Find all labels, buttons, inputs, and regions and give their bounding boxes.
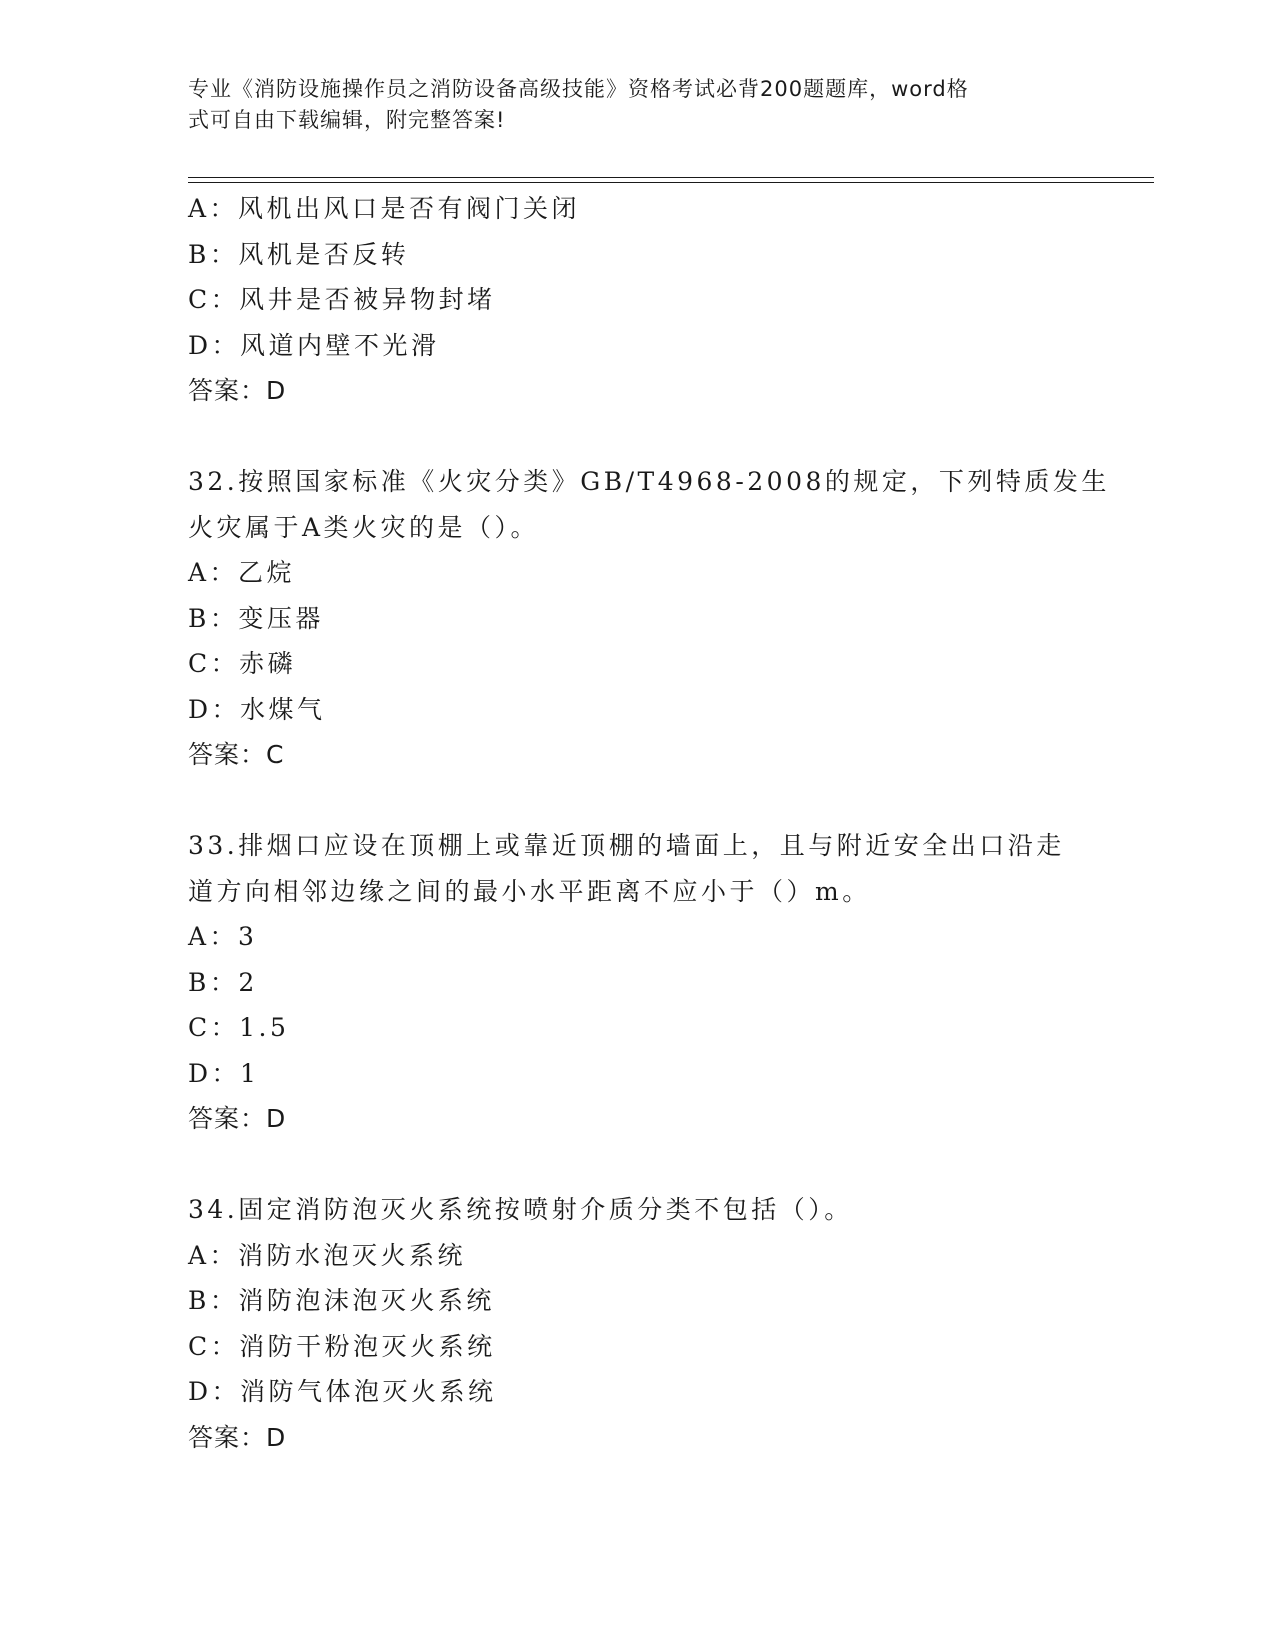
spacer — [188, 1142, 1088, 1188]
question-32 — [188, 459, 1110, 778]
option-d: D：水煤气 — [188, 694, 326, 724]
answer: 答案：C — [188, 740, 285, 769]
header-line-2: 式可自由下载编辑，附完整答案! — [188, 108, 506, 132]
spacer — [188, 778, 1088, 824]
option-a: A：3 — [188, 922, 258, 951]
option-b: B：2 — [188, 967, 258, 997]
answer: 答案：D — [188, 1104, 287, 1133]
option-a: A：风机出风口是否有阀门关闭 — [188, 194, 581, 223]
question-stem-line-1: 34.固定消防泡灭火系统按喷射介质分类不包括（）。 — [188, 1195, 853, 1224]
header-divider-top — [188, 177, 1154, 178]
option-a: A：消防水泡灭火系统 — [188, 1240, 467, 1270]
option-c: C：风井是否被异物封堵 — [188, 285, 496, 314]
header-line-1: 专业《消防设施操作员之消防设备高级技能》资格考试必背200题题库，word格 — [188, 77, 969, 101]
answer: 答案：D — [188, 376, 287, 405]
option-d: D：风道内壁不光滑 — [188, 330, 440, 360]
question-stem-line-1: 32.按照国家标准《火灾分类》GB/T4968-2008的规定，下列特质发生 — [188, 467, 1110, 496]
question-list — [188, 186, 1110, 1460]
option-d: D：1 — [188, 1058, 260, 1088]
document-header — [188, 74, 1068, 136]
question-31-continued — [188, 186, 1088, 414]
answer: 答案：D — [188, 1422, 287, 1452]
spacer — [188, 414, 1088, 460]
question-stem-line-2: 道方向相邻边缘之间的最小水平距离不应小于（）m。 — [188, 876, 871, 906]
question-stem-line-1: 33.排烟口应设在顶棚上或靠近顶棚的墙面上，且与附近安全出口沿走 — [188, 831, 1065, 860]
option-b: B：消防泡沫泡灭火系统 — [188, 1286, 495, 1315]
option-c: C：1.5 — [188, 1013, 290, 1042]
option-c: C：消防干粉泡灭火系统 — [188, 1331, 496, 1361]
header-divider-bottom — [188, 182, 1154, 183]
question-stem-line-2: 火灾属于A类火灾的是（）。 — [188, 512, 540, 542]
option-c: C：赤磷 — [188, 649, 297, 678]
option-b: B：变压器 — [188, 603, 324, 633]
question-34 — [188, 1187, 1088, 1460]
question-33 — [188, 823, 1088, 1142]
option-b: B：风机是否反转 — [188, 239, 410, 269]
option-d: D：消防气体泡灭火系统 — [188, 1377, 497, 1406]
option-a: A：乙烷 — [188, 558, 296, 587]
